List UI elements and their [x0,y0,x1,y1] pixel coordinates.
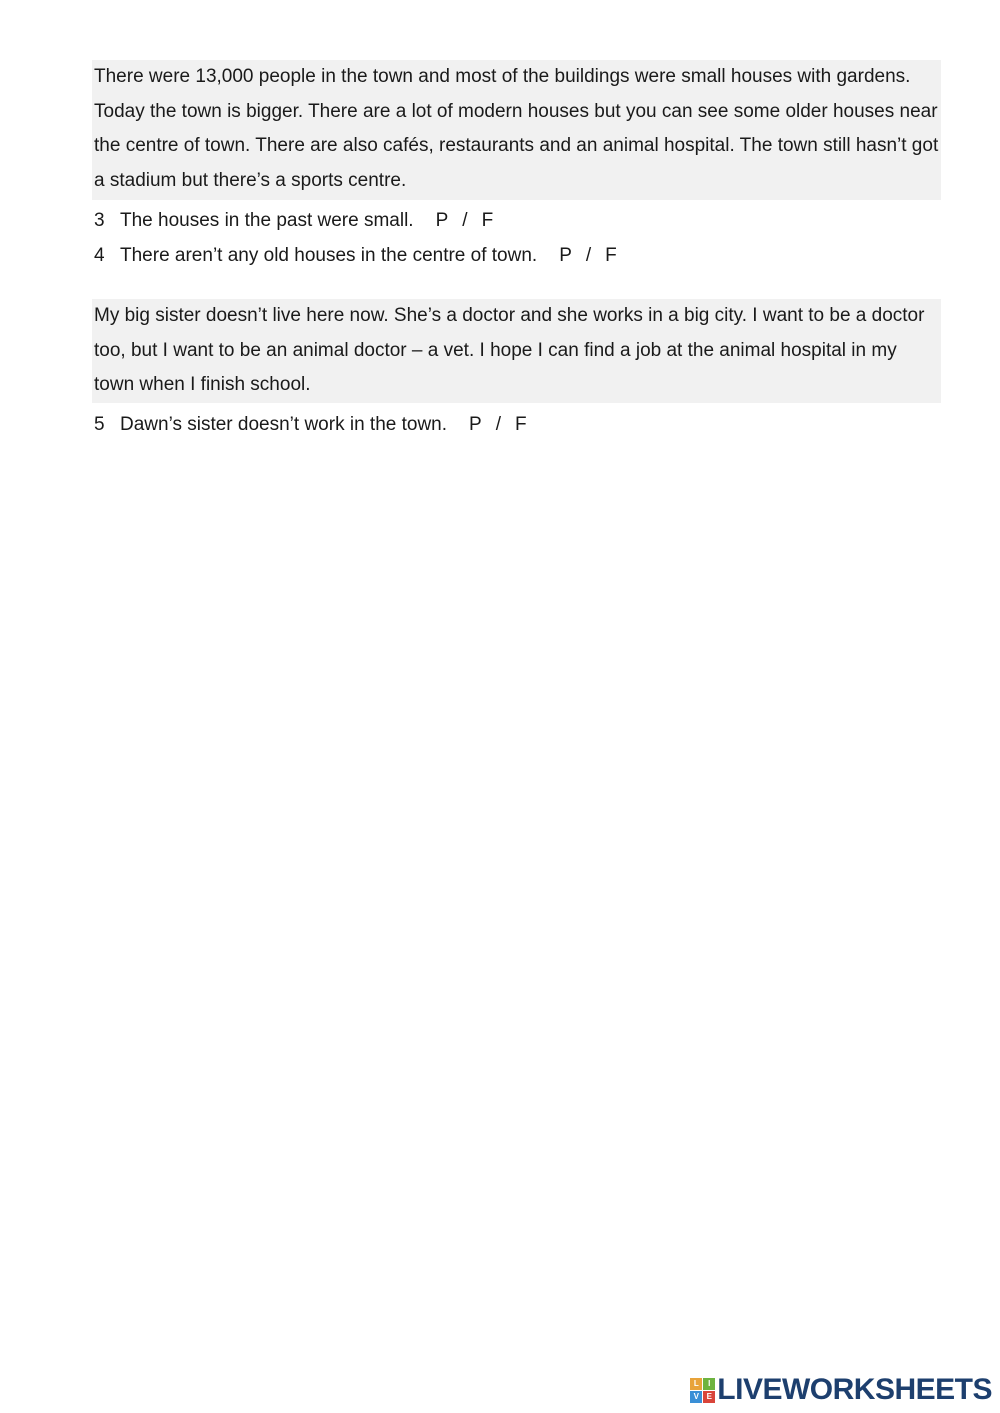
liveworksheets-watermark [690,1375,992,1405]
passage-text: My big sister doesn’t live here now. She’s a doctor and she works in a big city. I want to be a doctor too, but I want to be an animal doctor – a vet. I hope I can find a job at the animal hospital in my town when I finish school. [94,305,925,395]
question-text: The houses in the past were small. [120,210,414,231]
logo-tile: V [690,1391,702,1403]
question-number: 3 [94,210,105,231]
answer-choices [436,210,494,231]
choice-f[interactable]: F [515,414,527,435]
question-3 [94,209,493,233]
question-number: 5 [94,414,105,435]
choice-p[interactable]: P [559,245,572,266]
logo-tile: L [690,1378,702,1390]
passage-text: There were 13,000 people in the town and most of the buildings were small houses with gardens. Today the town is bigger. There are a lot of modern houses but you can see some older houses near the centre of town. There are also cafés, restaurants and an animal hospital. The town still hasn’t got a stadium but there’s a sports centre. [94,66,939,191]
choice-p[interactable]: P [469,414,482,435]
choice-f[interactable]: F [481,210,494,231]
question-5 [94,413,527,437]
choice-separator: / [495,414,501,435]
reading-passage-1 [92,60,941,200]
logo-tile: E [703,1391,715,1403]
logo-tile: I [703,1378,715,1390]
reading-passage-2 [92,299,941,403]
choice-f[interactable]: F [605,245,617,266]
choice-p[interactable]: P [435,210,449,231]
question-text: Dawn’s sister doesn’t work in the town. [120,414,448,435]
brand-name: LIVEWORKSHEETS [717,1373,992,1406]
choice-separator: / [585,245,592,266]
question-text: There aren’t any old houses in the centre of town. [120,245,538,266]
answer-choices [559,245,617,266]
choice-separator: / [462,210,468,231]
liveworksheets-logo-icon [690,1378,715,1403]
question-4 [94,244,617,268]
answer-choices [469,414,527,435]
question-number: 4 [94,245,105,266]
